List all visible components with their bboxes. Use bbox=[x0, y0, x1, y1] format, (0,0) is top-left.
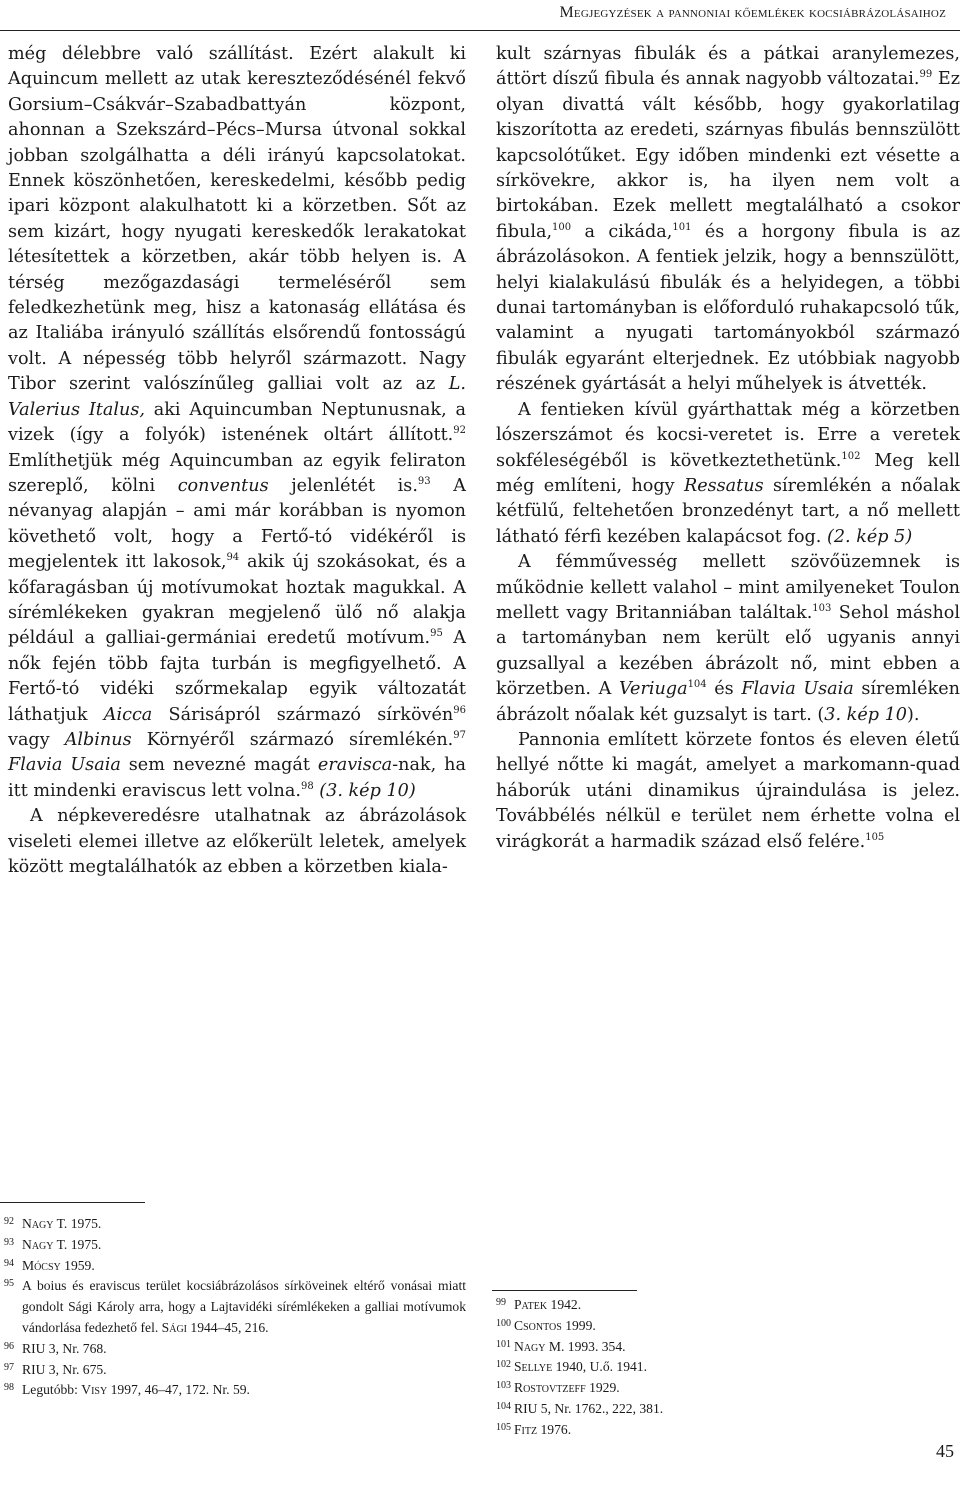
footnote: 99 Patek 1942. bbox=[496, 1297, 582, 1312]
running-header: Megjegyzések a pannoniai kőemlékek kocsiábrázolásaihoz bbox=[559, 4, 946, 21]
left-column bbox=[8, 42, 466, 880]
footnote: 98 Legutóbb: Visy 1997, 46–47, 172. Nr. 59. bbox=[4, 1382, 250, 1398]
right-column bbox=[496, 42, 960, 855]
footnote: 104 RIU 5, Nr. 1762., 222, 381. bbox=[496, 1400, 664, 1416]
footnotes-left bbox=[4, 1214, 466, 1401]
footnote: 103 Rostovtzeff 1929. bbox=[496, 1380, 620, 1396]
footnote-ref[interactable]: 105 bbox=[865, 831, 885, 843]
footnote-rule-left bbox=[0, 1202, 145, 1203]
footnote: 100 Csontos 1999. bbox=[496, 1317, 596, 1333]
footnote-ref[interactable]: 93 bbox=[417, 475, 431, 487]
footnote: 101 Nagy M. 1993. 354. bbox=[496, 1338, 626, 1354]
footnote: 97 RIU 3, Nr. 675. bbox=[4, 1361, 107, 1377]
footnote-ref[interactable]: 100 bbox=[552, 221, 572, 233]
footnote-ref[interactable]: 98 bbox=[300, 780, 314, 792]
page-number: 45 bbox=[936, 1441, 954, 1461]
paragraph: kult szárnyas fibulák és a pátkai aranylemezes, áttört díszű fibula és annak nagyobb változatai.$^{99}$ Ez olyan divattá vált később, hogy gyakorlatilag kiszorította az eredeti, szárnyas fibulás bennszülött kapcsolótűket. Egy időben mindenki ezt vésette a sírkövekre, akkor is, ha ilyen nem volt a birtokában. Ezek mellett megtalálható a csokor fibula,$^{100}$ a cikáda,$^{101}$ és a horgony fibula is az ábrázolásokon. A fentiek jelzik, hogy a bennszülött, helyi kialakulású fibulák és a helyidegen, a többi dunai tartományban is előforduló ruhakapcsoló tűk, valamint a nyugati tartományokból származó fibulák egyaránt elterjednek. Ez utóbbiak nagyobb részének gyártását a helyi műhelyek is átvették. bbox=[496, 44, 960, 395]
footnote-ref[interactable]: 104 bbox=[687, 679, 707, 691]
footnote-ref[interactable]: 96 bbox=[453, 704, 466, 716]
footnote-ref[interactable]: 99 bbox=[919, 69, 933, 81]
footnote: 102 Sellye 1940, U.ő. 1941. bbox=[496, 1359, 647, 1375]
footnote: 92 Nagy T. 1975. bbox=[4, 1216, 102, 1231]
footnote: 95 A boius és eraviscus terület kocsiábrázolásos sírköveinek eltérő vonásai miatt gondolt Sági Károly arra, hogy a Lajtavidéki sírémlékeken a galliai motívumok vándorlása fedezhető fel. Sági 1944–45, 216. bbox=[4, 1278, 466, 1335]
footnote-ref[interactable]: 95 bbox=[430, 628, 443, 640]
footnote-rule-right bbox=[492, 1290, 637, 1291]
footnotes-right bbox=[496, 1295, 956, 1441]
paragraph: A fentieken kívül gyárthattak még a körzetben lószerszámot és kocsi-veretet is. Erre a veretek sokféleségéből is következtethetünk.$^{102}$ Meg kell még említeni, hogy Ressatus síremlékén a nőalak kétfülű, feltehetően bronzedényt tart, a nő mellett látható férfi kezében kalapácsot fog. (2. kép 5) bbox=[496, 399, 960, 547]
paragraph: A fémművesség mellett szövőüzemnek is működnie kellett valahol – mint amilyeneket Toulon mellett vagy Britanniában találtak.$^{103}$ Sehol máshol a tartományban nem került elő ugyanis annyi guzsallyal a kezében ábrázolt nő, mint ebben a körzetben. A Veriuga$^{104}$ és Flavia Usaia síremléken ábrázolt nőalak két guzsalyt is tart. (3. kép 10). bbox=[496, 552, 960, 725]
footnote-ref[interactable]: 94 bbox=[226, 552, 240, 564]
footnote: 93 Nagy T. 1975. bbox=[4, 1236, 102, 1252]
footnote: 94 Mócsy 1959. bbox=[4, 1257, 95, 1273]
footnote-ref[interactable]: 101 bbox=[672, 221, 692, 233]
footnote: 105 Fitz 1976. bbox=[496, 1421, 572, 1437]
header-rule bbox=[0, 30, 960, 31]
footnote-ref[interactable]: 103 bbox=[812, 602, 832, 614]
paragraph: még délebbre való szállítást. Ezért alakult ki Aquincum mellett az utak kereszteződésénél fekvő Gorsium–Csákvár–Szabadbattyán központ, ahonnan a Szekszárd–Pécs–Mursa útvonal sokkal jobban szolgálhatta a déli irányú kapcsolatokat. Ennek köszönhetően, kereskedelmi, később pedig ipari központ alakulhatott ki a körzetben. Sőt az sem kizárt, hogy nyugati kereskedők lerakatokat létesítettek a körzetben, akár több helyen is. A térség mezőgazdasági termeléséről sem feledkezhetünk meg, hisz a katonaság ellátása és az Italiába irányuló szállítás elsőrendű fontosságú volt. A népesség több helyről származott. Nagy Tibor szerint valószínűleg galliai volt az az L. Valerius Italus, aki Aquincumban Neptunusnak, a vizek (így a folyók) istenének oltárt állított.$^{92}$ Említhetjük még Aquincumban az egyik feliraton szereplő, kölni conventus jelenlétét is.$^{93}$ A névanyag alapján – ami már korábban is nyomon követhető volt, hogy a Fertő-tó vidékéről is megjelentek itt lakosok,$^{94}$ akik új szokásokat, és a kőfaragásban új motívumokat hoztak magukkal. A sírémlékeken gyakran megjelenő ülő nő alakja például a galliai-germániai eredetű motívum.$^{95}$ A nők fején több fajta turbán is megfigyelhető. A Fertő-tó vidéki szőrmekalap egyik változatát láthatjuk Aicca Sárisápról származó sírkövén$^{96}$ vagy Albinus Környéről származó síremlékén.$^{97}$ Flavia Usaia sem nevezné magát eravisca-nak, ha itt mindenki eraviscus lett volna.$^{98}$ (3. kép 10) bbox=[8, 44, 467, 801]
footnote-ref[interactable]: 92 bbox=[453, 425, 466, 437]
paragraph: A népkeveredésre utalhatnak az ábrázolások viseleti elemei illetve az előkerült leletek, amelyek között megtalálhatók az ebben a körzetben kiala- bbox=[8, 806, 466, 877]
paragraph: Pannonia említett körzete fontos és eleven életű hellyé nőtte ki magát, amelyet a markomann-quad háborúk utáni dinamikus újraindulása is jelez. Továbbélés nélkül e terület nem érhette volna el virágkorát a harmadik század első felére.$^{105}$ bbox=[496, 729, 960, 852]
footnote-ref[interactable]: 102 bbox=[841, 450, 861, 462]
footnote: 96 RIU 3, Nr. 768. bbox=[4, 1340, 107, 1356]
footnote-ref[interactable]: 97 bbox=[453, 729, 466, 741]
